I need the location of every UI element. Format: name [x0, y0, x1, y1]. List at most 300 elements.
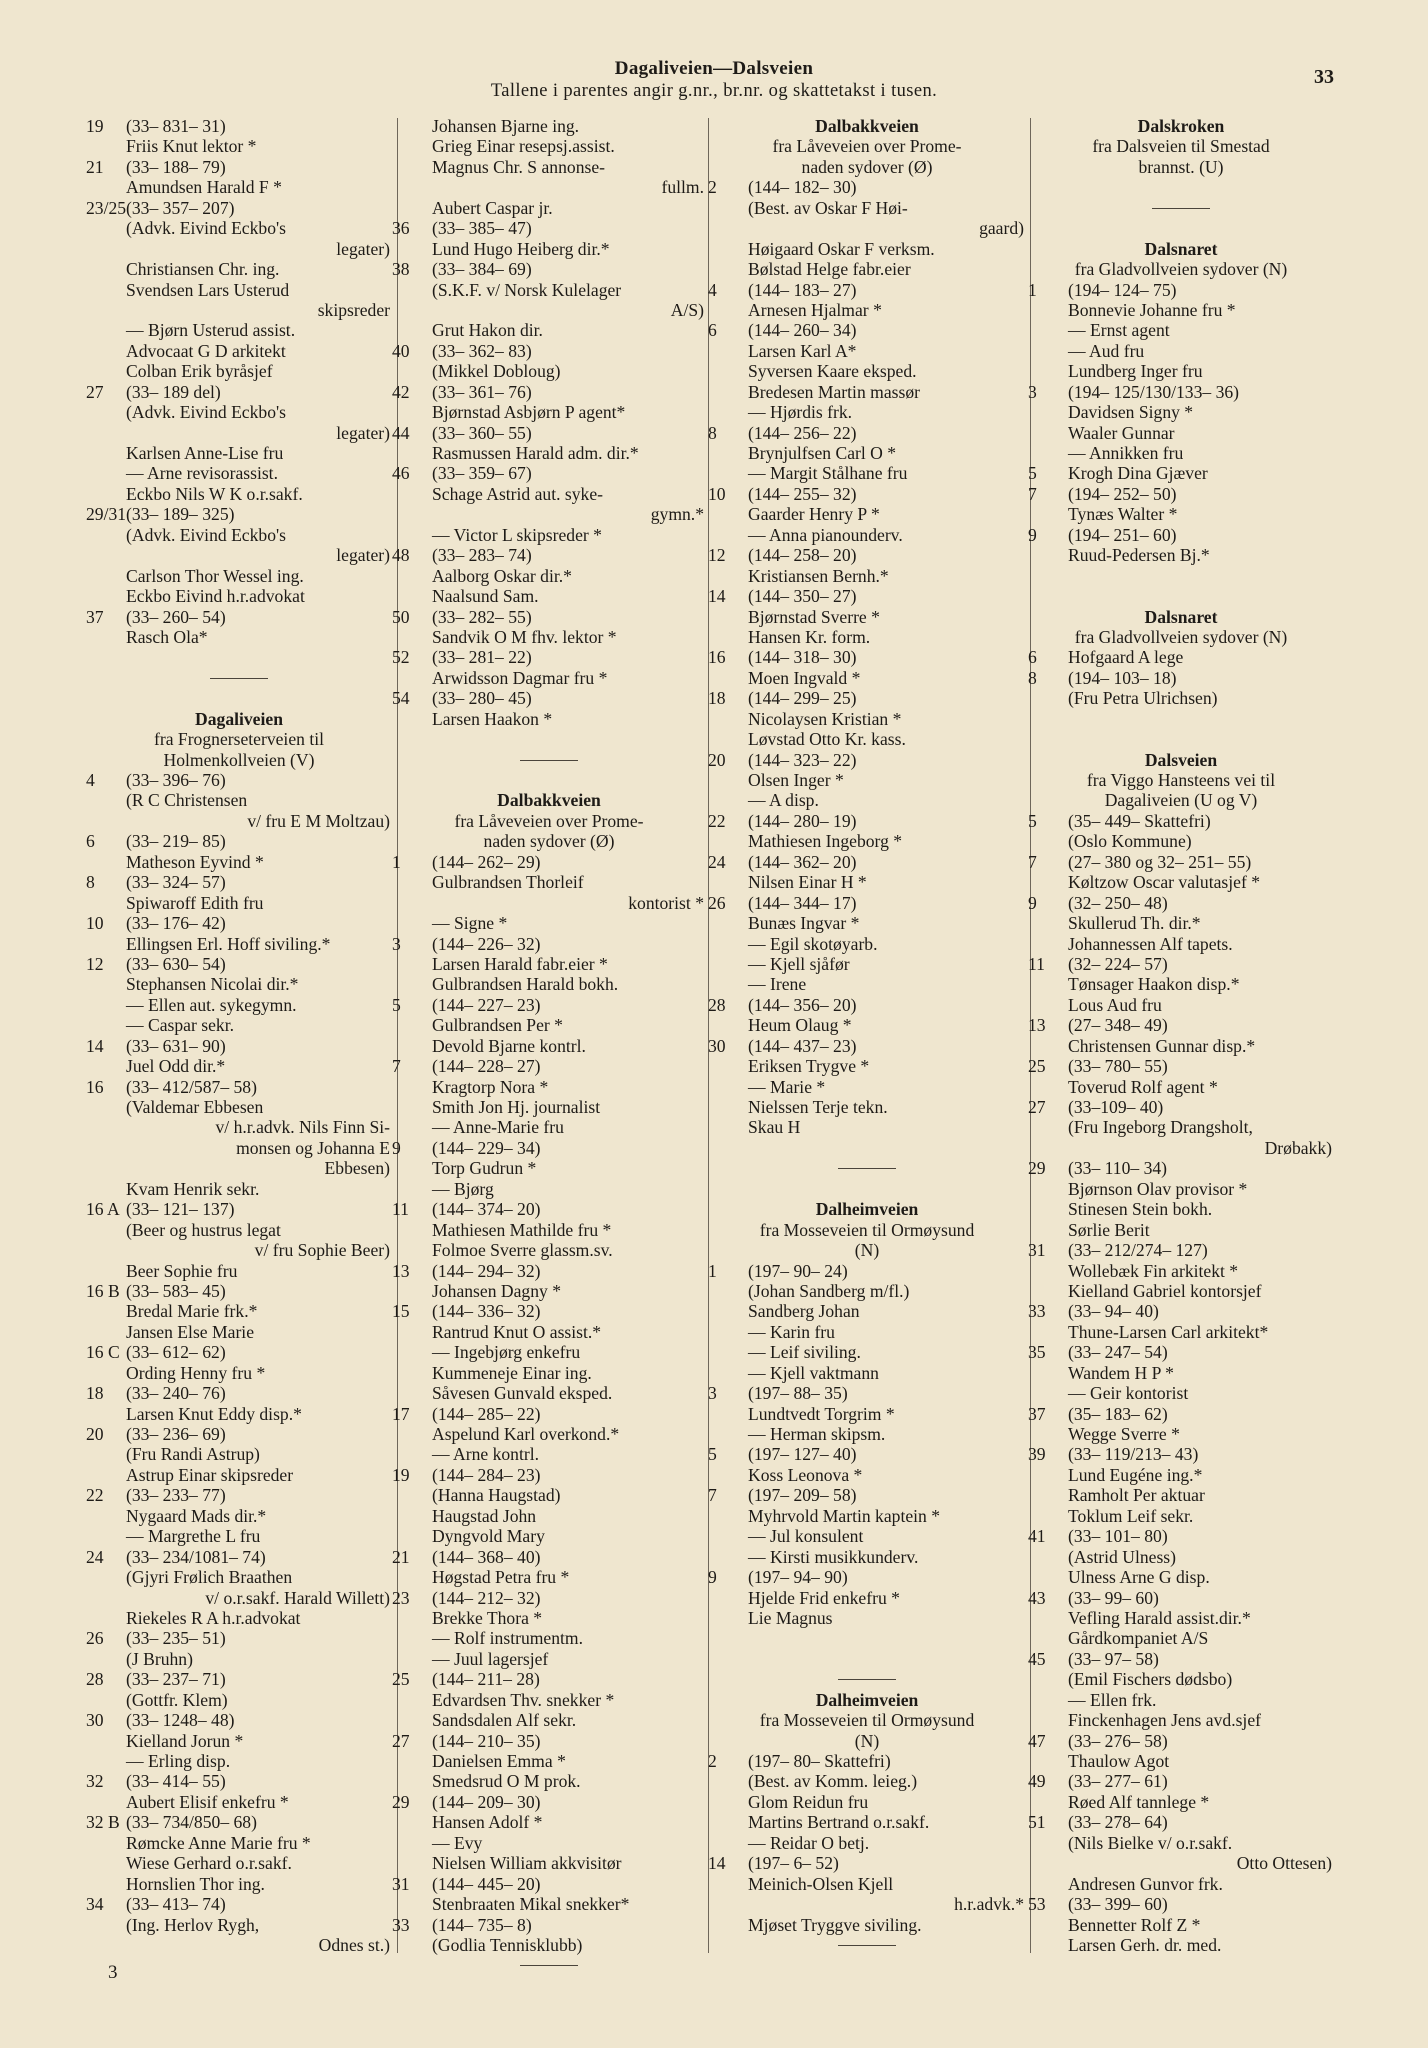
house-number: 6	[86, 831, 95, 852]
resident-line: v/ fru E M Moltzau)	[247, 810, 390, 831]
entry-text: (35– 183– 62)	[1068, 1403, 1168, 1424]
house-number: 3	[1028, 381, 1037, 402]
resident-line: Mathiesen Ingeborg *	[748, 831, 903, 852]
entry-text: (33– 189– 325)	[126, 504, 235, 525]
house-number: 1	[708, 1260, 717, 1281]
entry-text: (33– 260– 54)	[126, 606, 226, 627]
resident-line: — Anna pianounderv.	[748, 524, 903, 545]
entry-text: (33– 110– 34)	[1068, 1158, 1168, 1179]
address-line	[708, 177, 1026, 197]
address-line	[1028, 525, 1334, 545]
street-heading: Dalsnaret	[1144, 606, 1218, 627]
resident-line: — Ellen aut. sykegymn.	[126, 994, 297, 1015]
entry-text: (33– 360– 55)	[432, 422, 532, 443]
resident-line: Johansen Bjarne ing.	[432, 116, 580, 136]
address-line	[86, 1710, 392, 1730]
house-number: 11	[392, 1199, 409, 1220]
resident-line: Arwidsson Dagmar fru *	[432, 667, 608, 688]
street-range: fra Gladvollveien sydover (N)	[1074, 626, 1288, 647]
house-number: 34	[86, 1894, 104, 1915]
entry-text: (144– 299– 25)	[748, 688, 857, 709]
resident-line: monsen og Johanna E	[236, 1137, 390, 1158]
resident-line: Kielland Jorun *	[126, 1730, 244, 1751]
address-line	[392, 218, 706, 238]
resident-line: — A disp.	[748, 790, 819, 811]
resident-line: — Kjell sjåfør	[748, 953, 850, 974]
resident-line: v/ h.r.advk. Nils Finn Si-	[215, 1117, 390, 1138]
house-number: 6	[708, 320, 717, 341]
house-number: 18	[708, 688, 726, 709]
address-line	[1028, 1444, 1334, 1464]
entry-text: (33– 583– 45)	[126, 1280, 226, 1301]
address-line	[86, 382, 392, 402]
resident-line: Thaulow Agot	[1068, 1751, 1170, 1771]
house-number: 27	[1028, 1097, 1046, 1117]
resident-line: Rasmussen Harald adm. dir.*	[432, 443, 639, 463]
column-2	[392, 116, 706, 1976]
resident-line: Carlson Thor Wessel ing.	[126, 565, 304, 586]
house-number: 5	[708, 1444, 717, 1465]
address-line	[392, 1915, 706, 1935]
entry-text: (33– 188– 79)	[126, 156, 226, 177]
house-number: 35	[1028, 1342, 1046, 1363]
address-line	[392, 607, 706, 627]
entry-text: (144– 183– 27)	[748, 279, 857, 300]
resident-line: Drøbakk)	[1264, 1137, 1332, 1158]
address-line	[708, 280, 1026, 300]
entry-text: (144– 280– 19)	[748, 810, 857, 831]
resident-line: Riekeles R A h.r.advokat	[126, 1607, 301, 1628]
resident-line: (Johan Sandberg m/fl.)	[748, 1280, 910, 1301]
street-range: naden sydover (Ø)	[483, 831, 615, 852]
resident-line: — Bjørg	[432, 1178, 494, 1199]
address-line	[392, 1199, 706, 1219]
resident-line: (Astrid Ulness)	[1068, 1546, 1176, 1567]
resident-line: Smedsrud O M prok.	[432, 1771, 581, 1792]
resident-line: Hansen Kr. form.	[748, 626, 871, 647]
entry-text: (194– 252– 50)	[1068, 483, 1177, 504]
resident-line: — Margit Stålhane fru	[748, 463, 908, 484]
signature-mark: 3	[108, 1962, 118, 1983]
street-range: naden sydover (Ø)	[801, 156, 933, 177]
address-line	[1028, 1649, 1334, 1669]
house-number: 8	[1028, 667, 1037, 688]
entry-text: (33– 277– 61)	[1068, 1771, 1168, 1792]
house-number: 21	[392, 1546, 410, 1567]
resident-line: Vefling Harald assist.dir.*	[1068, 1607, 1251, 1628]
address-line	[86, 872, 392, 892]
resident-line: Eriksen Trygve *	[748, 1056, 870, 1077]
entry-text: (197– 90– 24)	[748, 1260, 848, 1281]
entry-text: (33– 361– 76)	[432, 381, 532, 402]
entry-text: (144– 350– 27)	[748, 586, 857, 607]
house-number: 37	[86, 606, 104, 627]
resident-line: Karlsen Anne-Lise fru	[126, 443, 284, 463]
resident-line: legater)	[336, 545, 390, 566]
resident-line: Mathiesen Mathilde fru *	[432, 1219, 612, 1240]
address-line	[708, 852, 1026, 872]
entry-text: (144– 182– 30)	[748, 177, 857, 198]
resident-line: — Ellen frk.	[1068, 1689, 1157, 1710]
resident-line: Myhrvold Martin kaptein *	[748, 1505, 941, 1526]
house-number: 54	[392, 688, 410, 709]
house-number: 32 B	[86, 1812, 120, 1833]
spacer	[1028, 586, 1334, 606]
resident-line: — Arne kontrl.	[432, 1444, 540, 1465]
entry-text: (33– 281– 22)	[432, 647, 532, 668]
spacer	[1028, 566, 1334, 586]
resident-line: (S.K.F. v/ Norsk Kulelager	[432, 279, 622, 300]
resident-line: Toklum Leif sekr.	[1068, 1505, 1194, 1526]
address-line	[392, 1261, 706, 1281]
resident-line: — Herman skipsm.	[748, 1424, 886, 1444]
address-line	[86, 1342, 392, 1362]
section-divider	[708, 1158, 1026, 1178]
house-number: 2	[708, 177, 717, 198]
entry-text: (197– 94– 90)	[748, 1567, 848, 1588]
address-line	[392, 995, 706, 1015]
entry-text: (144– 209– 30)	[432, 1791, 541, 1812]
address-line	[1028, 382, 1334, 402]
address-line	[86, 1894, 392, 1914]
resident-line: Christensen Gunnar disp.*	[1068, 1035, 1256, 1056]
address-line	[392, 1792, 706, 1812]
house-number: 19	[392, 1464, 410, 1485]
resident-line: — Evy	[432, 1832, 483, 1853]
house-number: 20	[86, 1424, 104, 1444]
entry-text: (33– 278– 64)	[1068, 1812, 1168, 1833]
entry-text: (32– 250– 48)	[1068, 892, 1168, 913]
resident-line: — Jul konsulent	[748, 1526, 864, 1547]
spacer	[392, 770, 706, 790]
address-line	[86, 504, 392, 524]
house-number: 41	[1028, 1526, 1046, 1547]
resident-line: Arnesen Hjalmar *	[748, 299, 882, 320]
entry-text: (197– 209– 58)	[748, 1485, 857, 1506]
address-line	[1028, 1158, 1334, 1178]
entry-text: (144– 344– 17)	[748, 892, 857, 913]
entry-text: (144– 285– 22)	[432, 1403, 541, 1424]
house-number: 5	[392, 994, 401, 1015]
resident-line: Ramholt Per aktuar	[1068, 1485, 1205, 1506]
address-line	[392, 934, 706, 954]
resident-line: Schage Astrid aut. syke-	[432, 483, 604, 504]
house-number: 31	[1028, 1240, 1046, 1261]
resident-line: Larsen Knut Eddy disp.*	[126, 1403, 302, 1424]
house-number: 46	[392, 463, 410, 484]
house-number: 30	[708, 1035, 726, 1056]
resident-line: Lundberg Inger fru	[1068, 361, 1203, 382]
resident-line: Rantrud Knut O assist.*	[432, 1321, 602, 1342]
address-line	[1028, 954, 1334, 974]
resident-line: v/ o.r.sakf. Harald Willett)	[205, 1587, 390, 1608]
entry-text: (33– 94– 40)	[1068, 1301, 1159, 1322]
resident-line: — Irene	[748, 974, 807, 995]
resident-line: Astrup Einar skipsreder	[126, 1464, 294, 1485]
address-line	[1028, 1342, 1334, 1362]
address-line	[1028, 484, 1334, 504]
resident-line: legater)	[336, 238, 390, 259]
resident-line: (Nils Bielke v/ o.r.sakf.	[1068, 1832, 1233, 1853]
resident-line: Gulbrandsen Harald bokh.	[432, 974, 619, 995]
address-line	[708, 750, 1026, 770]
spacer	[86, 647, 392, 667]
address-line	[1028, 852, 1334, 872]
street-range: fra Låveveien over Prome-	[772, 136, 962, 157]
resident-line: Gårdkompaniet A/S	[1068, 1628, 1209, 1649]
house-number: 5	[1028, 463, 1037, 484]
address-line	[708, 320, 1026, 340]
column-4	[1028, 116, 1334, 1955]
resident-line: Christiansen Chr. ing.	[126, 259, 280, 280]
address-line	[86, 1077, 392, 1097]
section-divider	[86, 668, 392, 688]
resident-line: Bonnevie Johanne fru *	[1068, 299, 1236, 320]
resident-line: Stephansen Nicolai dir.*	[126, 974, 299, 995]
house-number: 40	[392, 340, 410, 361]
resident-line: Skullerud Th. dir.*	[1068, 913, 1201, 934]
resident-line: Høgstad Petra fru *	[432, 1567, 570, 1588]
resident-line: Grut Hakon dir.	[432, 320, 543, 341]
resident-line: — Karin fru	[748, 1321, 835, 1342]
entry-text: (33– 734/850– 68)	[126, 1812, 257, 1833]
house-number: 18	[86, 1383, 104, 1404]
entry-text: (33– 283– 74)	[432, 545, 532, 566]
entry-text: (144– 374– 20)	[432, 1199, 541, 1220]
entry-text: (33– 101– 80)	[1068, 1526, 1168, 1547]
entry-text: Hofgaard A lege	[1068, 647, 1184, 668]
entry-text: (194– 125/130/133– 36)	[1068, 381, 1240, 402]
entry-text: (33– 121– 137)	[126, 1199, 235, 1220]
resident-line: Nielssen Terje tekn.	[748, 1097, 888, 1117]
resident-line: Moen Ingvald *	[748, 667, 861, 688]
address-line	[392, 1731, 706, 1751]
resident-line: Gulbrandsen Thorleif	[432, 872, 584, 893]
house-number: 33	[1028, 1301, 1046, 1322]
house-number: 2	[708, 1751, 717, 1771]
resident-line: Gaarder Henry P *	[748, 504, 880, 525]
entry-text: (144– 368– 40)	[432, 1546, 541, 1567]
resident-line: Bredesen Martin massør	[748, 381, 920, 402]
resident-line: Lundtvedt Torgrim *	[748, 1403, 895, 1424]
entry-text: (33– 631– 90)	[126, 1035, 226, 1056]
resident-line: — Anne-Marie fru	[432, 1117, 564, 1138]
resident-line: Hjelde Frid enkefru *	[748, 1587, 900, 1608]
street-range: fra Viggo Hansteens vei til	[1086, 770, 1276, 790]
house-number: 20	[708, 749, 726, 770]
resident-line: Ording Henny fru *	[126, 1362, 266, 1383]
address-line	[86, 954, 392, 974]
entry-text: (144– 229– 34)	[432, 1137, 541, 1158]
entry-text: (33– 630– 54)	[126, 953, 226, 974]
address-line	[708, 811, 1026, 831]
entry-text: (144– 294– 32)	[432, 1260, 541, 1281]
resident-line: Toverud Rolf agent *	[1068, 1076, 1218, 1097]
house-number: 5	[1028, 810, 1037, 831]
address-line	[708, 1383, 1026, 1403]
entry-text: (33– 1248– 48)	[126, 1710, 235, 1731]
house-number: 52	[392, 647, 410, 668]
entry-text: (33– 414– 55)	[126, 1771, 226, 1792]
resident-line: Løvstad Otto Kr. kass.	[748, 729, 906, 750]
street-range: fra Låveveien over Prome-	[454, 810, 644, 831]
resident-line: (Advk. Eivind Eckbo's	[126, 402, 287, 423]
house-number: 27	[392, 1730, 410, 1751]
house-number: 17	[392, 1403, 410, 1424]
entry-text: (144– 226– 32)	[432, 933, 541, 954]
address-line	[86, 607, 392, 627]
house-number: 39	[1028, 1444, 1046, 1465]
entry-text: (33–109– 40)	[1068, 1097, 1164, 1117]
resident-line: Smith Jon Hj. journalist	[432, 1097, 601, 1117]
resident-line: Davidsen Signy *	[1068, 402, 1194, 423]
entry-text: (194– 124– 75)	[1068, 279, 1177, 300]
house-number: 25	[1028, 1056, 1046, 1077]
resident-line: Advocaat G D arkitekt	[126, 340, 286, 361]
resident-line: (Gjyri Frølich Braathen	[126, 1567, 293, 1588]
entry-text: (144– 260– 34)	[748, 320, 857, 341]
resident-line: legater)	[336, 422, 390, 443]
house-number: 8	[86, 872, 95, 893]
entry-text: (194– 103– 18)	[1068, 667, 1177, 688]
house-number: 25	[392, 1669, 410, 1690]
entry-text: (144– 445– 20)	[432, 1873, 541, 1894]
street-heading: Dalskroken	[1137, 116, 1225, 136]
spacer	[708, 1138, 1026, 1158]
address-line	[708, 995, 1026, 1015]
resident-line: Bjørnstad Asbjørn P agent*	[432, 402, 626, 423]
section-divider	[1028, 198, 1334, 218]
entry-text: (33– 240– 76)	[126, 1383, 226, 1404]
resident-line: Beer Sophie fru	[126, 1260, 238, 1281]
entry-text: (194– 251– 60)	[1068, 524, 1177, 545]
house-number: 48	[392, 545, 410, 566]
entry-text: (144– 284– 23)	[432, 1464, 541, 1485]
address-line	[86, 1424, 392, 1444]
house-number: 3	[392, 933, 401, 954]
street-range: brannst. (U)	[1138, 156, 1224, 177]
resident-line: Thune-Larsen Carl arkitekt*	[1068, 1321, 1269, 1342]
address-line	[392, 1588, 706, 1608]
spacer	[1028, 709, 1334, 729]
resident-line: (Best. av Komm. leieg.)	[748, 1771, 918, 1792]
resident-line: (Godlia Tennisklubb)	[432, 1934, 583, 1955]
house-number: 28	[86, 1669, 104, 1690]
address-line	[86, 1771, 392, 1791]
house-number: 24	[86, 1546, 104, 1567]
resident-line: — Reidar O betj.	[748, 1832, 870, 1853]
house-number: 13	[392, 1260, 410, 1281]
entry-text: (33– 247– 54)	[1068, 1342, 1168, 1363]
house-number: 4	[86, 770, 95, 790]
street-range: fra Gladvollveien sydover (N)	[1074, 259, 1288, 280]
house-number: 14	[708, 586, 726, 607]
entry-text: (33– 396– 76)	[126, 770, 226, 790]
entry-text: (197– 80– Skattefri)	[748, 1751, 891, 1771]
address-line	[708, 423, 1026, 443]
entry-text: (35– 449– Skattefri)	[1068, 810, 1211, 831]
spacer	[1028, 177, 1334, 197]
resident-line: Brynjulfsen Carl O *	[748, 443, 897, 463]
house-number: 44	[392, 422, 410, 443]
resident-line: A/S)	[670, 299, 704, 320]
resident-line: Lie Magnus	[748, 1607, 833, 1628]
resident-line: Kummeneje Einar ing.	[432, 1362, 592, 1383]
entry-text: (144– 318– 30)	[748, 647, 857, 668]
entry-text: (33– 282– 55)	[432, 606, 532, 627]
address-line	[392, 259, 706, 279]
resident-line: (Ing. Herlov Rygh,	[126, 1914, 260, 1935]
resident-line: Bølstad Helge fabr.eier	[748, 259, 911, 280]
resident-line: Koss Leonova *	[748, 1464, 863, 1485]
house-number: 29	[392, 1791, 410, 1812]
address-line	[1028, 1731, 1334, 1751]
address-line	[86, 1812, 392, 1832]
street-range: fra Frognerseterveien til	[153, 729, 324, 750]
page-number: 33	[1314, 66, 1334, 88]
resident-line: Wiese Gerhard o.r.sakf.	[126, 1853, 292, 1874]
resident-line: Lund Hugo Heiberg dir.*	[432, 238, 610, 259]
address-line	[1028, 811, 1334, 831]
entry-text: (33– 831– 31)	[126, 116, 226, 136]
entry-text: (144– 735– 8)	[432, 1914, 532, 1935]
house-number: 16 C	[86, 1342, 120, 1363]
address-line	[392, 688, 706, 708]
resident-line: Ulness Arne G disp.	[1068, 1567, 1210, 1588]
column-1	[86, 116, 392, 1955]
house-number: 28	[708, 994, 726, 1015]
resident-line: Devold Bjarne kontrl.	[432, 1035, 586, 1056]
address-line	[1028, 1771, 1334, 1791]
street-range: Dagaliveien (U og V)	[1104, 790, 1258, 811]
address-line	[708, 586, 1026, 606]
resident-line: (Best. av Oskar F Høi-	[748, 197, 908, 218]
entry-text: (33– 276– 58)	[1068, 1730, 1168, 1751]
resident-line: skipsreder	[317, 299, 390, 320]
address-line	[86, 1485, 392, 1505]
address-line	[708, 1567, 1026, 1587]
house-number: 7	[392, 1056, 401, 1077]
resident-line: Colban Erik byråsjef	[126, 361, 273, 382]
spacer	[708, 1649, 1026, 1669]
spacer	[86, 688, 392, 708]
entry-text: (144– 362– 20)	[748, 851, 857, 872]
address-line	[86, 1036, 392, 1056]
address-line	[86, 831, 392, 851]
resident-line: Bredal Marie frk.*	[126, 1301, 258, 1322]
resident-line: Stinesen Stein bokh.	[1068, 1199, 1213, 1220]
resident-line: Wollebæk Fin arkitekt *	[1068, 1260, 1239, 1281]
address-line	[1028, 668, 1334, 688]
address-line	[392, 1301, 706, 1321]
house-number: 49	[1028, 1771, 1046, 1792]
address-line	[86, 1199, 392, 1219]
address-line	[1028, 1015, 1334, 1035]
resident-line: Danielsen Emma *	[432, 1751, 566, 1771]
resident-line: Grieg Einar resepsj.assist.	[432, 136, 615, 157]
address-line	[86, 1628, 392, 1648]
street-heading: Dalbakkveien	[497, 790, 601, 811]
house-number: 14	[86, 1035, 104, 1056]
resident-line: Otto Ottesen)	[1236, 1853, 1332, 1874]
entry-text: (144– 210– 35)	[432, 1730, 541, 1751]
resident-line: Friis Knut lektor *	[126, 136, 257, 157]
entry-text: (33– 359– 67)	[432, 463, 532, 484]
house-number: 31	[392, 1873, 410, 1894]
resident-line: (Advk. Eivind Eckbo's	[126, 218, 287, 239]
house-number: 8	[708, 422, 717, 443]
entry-text: (144– 437– 23)	[748, 1035, 857, 1056]
